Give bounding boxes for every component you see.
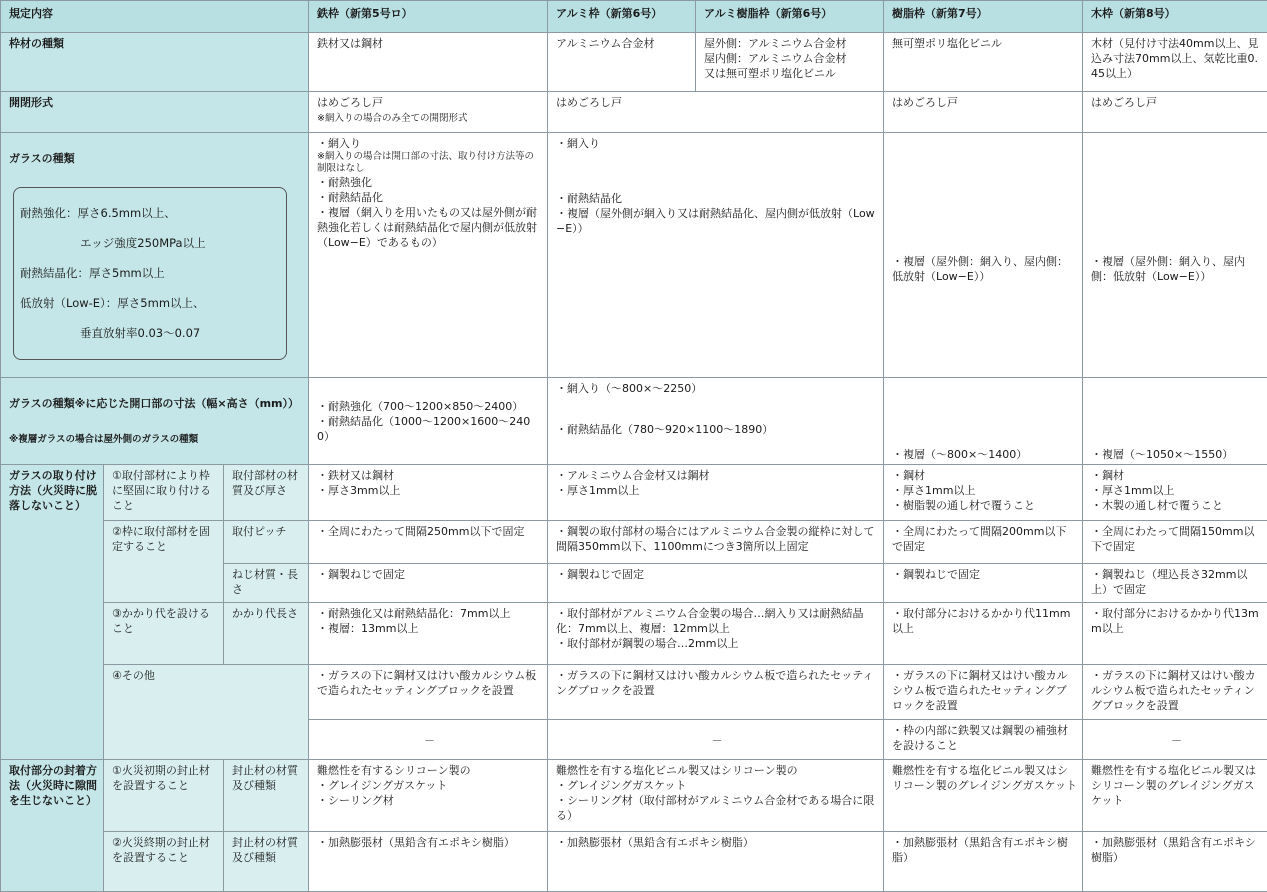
seal-r2-alu: ・加熱膨張材（黒鉛含有エポキシ樹脂） bbox=[548, 832, 884, 892]
mount-r4-label: ④その他 bbox=[104, 665, 309, 760]
mount-r2-label: ②枠に取付部材を固定すること bbox=[104, 521, 224, 603]
mount-r4-alu: ・ガラスの下に鋼材又はけい酸カルシウム板で造られたセッティングブロックを設置 bbox=[548, 665, 884, 720]
glass-box-line-1: 耐熱強化：厚さ6.5mm以上、 bbox=[20, 206, 280, 221]
mount-r1-alu: ・アルミニウム合金材又は鋼材 ・厚さ1mm以上 bbox=[548, 465, 884, 521]
row-seal-2 bbox=[1, 832, 1267, 892]
mount-r5-wood: － bbox=[1083, 720, 1267, 760]
seal-r2-wood: ・加熱膨張材（黒鉛含有エポキシ樹脂） bbox=[1083, 832, 1267, 892]
row-mount-4 bbox=[1, 665, 1267, 720]
frame-material-alu-resin: 屋外側：アルミニウム合金材 屋内側：アルミニウム合金材 又は無可塑ポリ塩化ビニル bbox=[696, 33, 884, 92]
mounting-label: ガラスの取り付け方法（火災時に脱落しないこと） bbox=[1, 465, 104, 760]
mount-r2a-resin: ・全周にわたって間隔200mm以下で固定 bbox=[884, 521, 1083, 564]
seal-r2-steel: ・加熱膨張材（黒鉛含有エポキシ樹脂） bbox=[309, 832, 548, 892]
mount-r1-resin: ・鋼材 ・厚さ1mm以上 ・樹脂製の通し材で覆うこと bbox=[884, 465, 1083, 521]
mount-r5-steel: － bbox=[309, 720, 548, 760]
seal-r1-steel: 難燃性を有するシリコーン製の ・グレイジングガスケット ・シーリング材 bbox=[309, 760, 548, 832]
header-spec: 規定内容 bbox=[1, 1, 309, 33]
glass-type-steel bbox=[309, 133, 548, 378]
sealing-label: 取付部分の封着方法（火災時に隙間を生じないこと） bbox=[1, 760, 104, 892]
opening-alu: はめごろし戸 bbox=[548, 92, 884, 133]
glass-type-alu-1: ・網入り bbox=[556, 136, 878, 151]
glass-type-label: ガラスの種類 bbox=[9, 151, 303, 166]
glass-type-steel-1: ・網入り bbox=[317, 136, 542, 151]
mount-r2b-resin: ・鋼製ねじで固定 bbox=[884, 564, 1083, 603]
seal-r1-alu: 難燃性を有する塩化ビニル製又はシリコーン製の ・グレイジングガスケット ・シーリング材（取付部材がアルミニウム合金材である場合に限る） bbox=[548, 760, 884, 832]
mount-r3-steel: ・耐熱強化又は耐熱結晶化：7mm以上 ・複層：13mm以上 bbox=[309, 603, 548, 665]
opening-size-resin: ・複層（～800×～1400） bbox=[884, 378, 1083, 465]
frame-material-resin: 無可塑ポリ塩化ビニル bbox=[884, 33, 1083, 92]
mount-r2a-alu: ・鋼製の取付部材の場合にはアルミニウム合金製の縦枠に対して間隔350mm以下、1100mmにつき3箇所以上固定 bbox=[548, 521, 884, 564]
opening-size-label: ガラスの種類※に応じた開口部の寸法（幅×高さ（mm）） bbox=[9, 396, 303, 411]
opening-size-wood: ・複層（～1050×～1550） bbox=[1083, 378, 1267, 465]
mount-r1-sub: 取付部材の材質及び厚さ bbox=[224, 465, 309, 521]
opening-steel bbox=[309, 92, 548, 133]
row-mount-2a bbox=[1, 521, 1267, 564]
glass-type-wood: ・複層（屋外側：網入り、屋内側：低放射（Low−E）） bbox=[1083, 133, 1267, 378]
seal-r2-label: ②火災終期の封止材を設置すること bbox=[104, 832, 224, 892]
opening-size-alu bbox=[548, 378, 884, 465]
row-mount-3 bbox=[1, 603, 1267, 665]
glass-type-steel-note: ※網入りの場合は開口部の寸法、取り付け方法等の制限はなし bbox=[317, 151, 542, 175]
opening-wood: はめごろし戸 bbox=[1083, 92, 1267, 133]
row-opening bbox=[1, 92, 1267, 133]
glass-type-steel-2: ・耐熱強化 ・耐熱結晶化 ・複層（網入りを用いたもの又は屋外側が耐熱強化若しくは耐熱結晶化で屋内側が低放射（Low−E）であるもの） bbox=[317, 175, 542, 250]
header-wood: 木枠（新第8号） bbox=[1083, 1, 1267, 33]
opening-steel-text: はめごろし戸 bbox=[317, 96, 383, 109]
mount-r2b-alu: ・鋼製ねじで固定 bbox=[548, 564, 884, 603]
seal-r1-sub: 封止材の材質及び種類 bbox=[224, 760, 309, 832]
mount-r2-sub-a: 取付ピッチ bbox=[224, 521, 309, 564]
header-alu: アルミ枠（新第6号） bbox=[548, 1, 696, 33]
glass-type-cell bbox=[1, 133, 309, 378]
row-opening-size bbox=[1, 378, 1267, 465]
mount-r3-alu: ・取付部材がアルミニウム合金製の場合…網入り又は耐熱結晶化：7mm以上、複層：12mm以上 ・取付部材が鋼製の場合…2mm以上 bbox=[548, 603, 884, 665]
mount-r5-alu: － bbox=[548, 720, 884, 760]
opening-size-cell bbox=[1, 378, 309, 465]
mount-r2a-wood: ・全周にわたって間隔150mm以下で固定 bbox=[1083, 521, 1267, 564]
row-mount-1 bbox=[1, 465, 1267, 521]
glass-spec-box bbox=[13, 187, 287, 360]
seal-r2-sub: 封止材の材質及び種類 bbox=[224, 832, 309, 892]
header-row bbox=[1, 1, 1267, 33]
glass-box-line-2: エッジ強度250MPa以上 bbox=[20, 236, 280, 251]
mount-r3-resin: ・取付部分におけるかかり代11mm以上 bbox=[884, 603, 1083, 665]
mount-r4-wood: ・ガラスの下に鋼材又はけい酸カルシウム板で造られたセッティングブロックを設置 bbox=[1083, 665, 1267, 720]
opening-size-steel: ・耐熱強化（700～1200×850～2400） ・耐熱結晶化（1000～1200×1600～2400） bbox=[309, 378, 548, 465]
row-glass-type bbox=[1, 133, 1267, 378]
mount-r3-wood: ・取付部分におけるかかり代13mm以上 bbox=[1083, 603, 1267, 665]
opening-size-alu-2: ・耐熱結晶化（780～920×1100～1890） bbox=[556, 422, 878, 437]
mount-r4-resin: ・ガラスの下に鋼材又はけい酸カルシウム板で造られたセッティングブロックを設置 bbox=[884, 665, 1083, 720]
mount-r2b-wood: ・鋼製ねじ（埋込長さ32mm以上）で固定 bbox=[1083, 564, 1267, 603]
row-seal-1 bbox=[1, 760, 1267, 832]
mount-r2-sub-b: ねじ材質・長さ bbox=[224, 564, 309, 603]
glass-type-alu-2: ・耐熱結晶化 ・複層（屋外側が網入り又は耐熱結晶化、屋内側が低放射（Low−E）） bbox=[556, 191, 878, 236]
row-frame-material bbox=[1, 33, 1267, 92]
mount-r4-steel: ・ガラスの下に鋼材又はけい酸カルシウム板で造られたセッティングブロックを設置 bbox=[309, 665, 548, 720]
opening-size-alu-1: ・網入り（～800×～2250） bbox=[556, 381, 878, 396]
frame-material-alu: アルミニウム合金材 bbox=[548, 33, 696, 92]
seal-r1-wood: 難燃性を有する塩化ビニル製又はシリコーン製のグレイジングガスケット bbox=[1083, 760, 1267, 832]
seal-r2-resin: ・加熱膨張材（黒鉛含有エポキシ樹脂） bbox=[884, 832, 1083, 892]
opening-steel-note: ※網入りの場合のみ全ての開閉形式 bbox=[317, 113, 467, 124]
mount-r1-wood: ・鋼材 ・厚さ1mm以上 ・木製の通し材で覆うこと bbox=[1083, 465, 1267, 521]
header-steel: 鉄枠（新第5号ロ） bbox=[309, 1, 548, 33]
opening-label: 開閉形式 bbox=[1, 92, 309, 133]
seal-r1-resin: 難燃性を有する塩化ビニル製又はシリコーン製のグレイジングガスケット bbox=[884, 760, 1083, 832]
header-resin: 樹脂枠（新第7号） bbox=[884, 1, 1083, 33]
glass-box-line-5: 垂直放射率0.03～0.07 bbox=[20, 326, 280, 341]
frame-material-steel: 鉄材又は鋼材 bbox=[309, 33, 548, 92]
frame-material-label: 枠材の種類 bbox=[1, 33, 309, 92]
header-alu-resin: アルミ樹脂枠（新第6号） bbox=[696, 1, 884, 33]
frame-material-wood: 木材（見付け寸法40mm以上、見込み寸法70mm以上、気乾比重0.45以上） bbox=[1083, 33, 1267, 92]
glass-box-line-3: 耐熱結晶化：厚さ5mm以上 bbox=[20, 266, 280, 281]
seal-r1-label: ①火災初期の封止材を設置すること bbox=[104, 760, 224, 832]
opening-size-note: ※複層ガラスの場合は屋外側のガラスの種類 bbox=[9, 432, 303, 447]
mount-r2a-steel: ・全周にわたって間隔250mm以下で固定 bbox=[309, 521, 548, 564]
mount-r2b-steel: ・鋼製ねじで固定 bbox=[309, 564, 548, 603]
mount-r1-label: ①取付部材により枠に堅固に取り付けること bbox=[104, 465, 224, 521]
mount-r3-sub: かかり代長さ bbox=[224, 603, 309, 665]
glass-type-resin: ・複層（屋外側：網入り、屋内側：低放射（Low−E）） bbox=[884, 133, 1083, 378]
mount-r1-steel: ・鉄材又は鋼材 ・厚さ3mm以上 bbox=[309, 465, 548, 521]
glass-type-alu bbox=[548, 133, 884, 378]
mount-r3-label: ③かかり代を設けること bbox=[104, 603, 224, 665]
mount-r5-resin: ・枠の内部に鉄製又は鋼製の補強材を設けること bbox=[884, 720, 1083, 760]
glass-box-line-4: 低放射（Low-E）：厚さ5mm以上、 bbox=[20, 296, 280, 311]
opening-resin: はめごろし戸 bbox=[884, 92, 1083, 133]
